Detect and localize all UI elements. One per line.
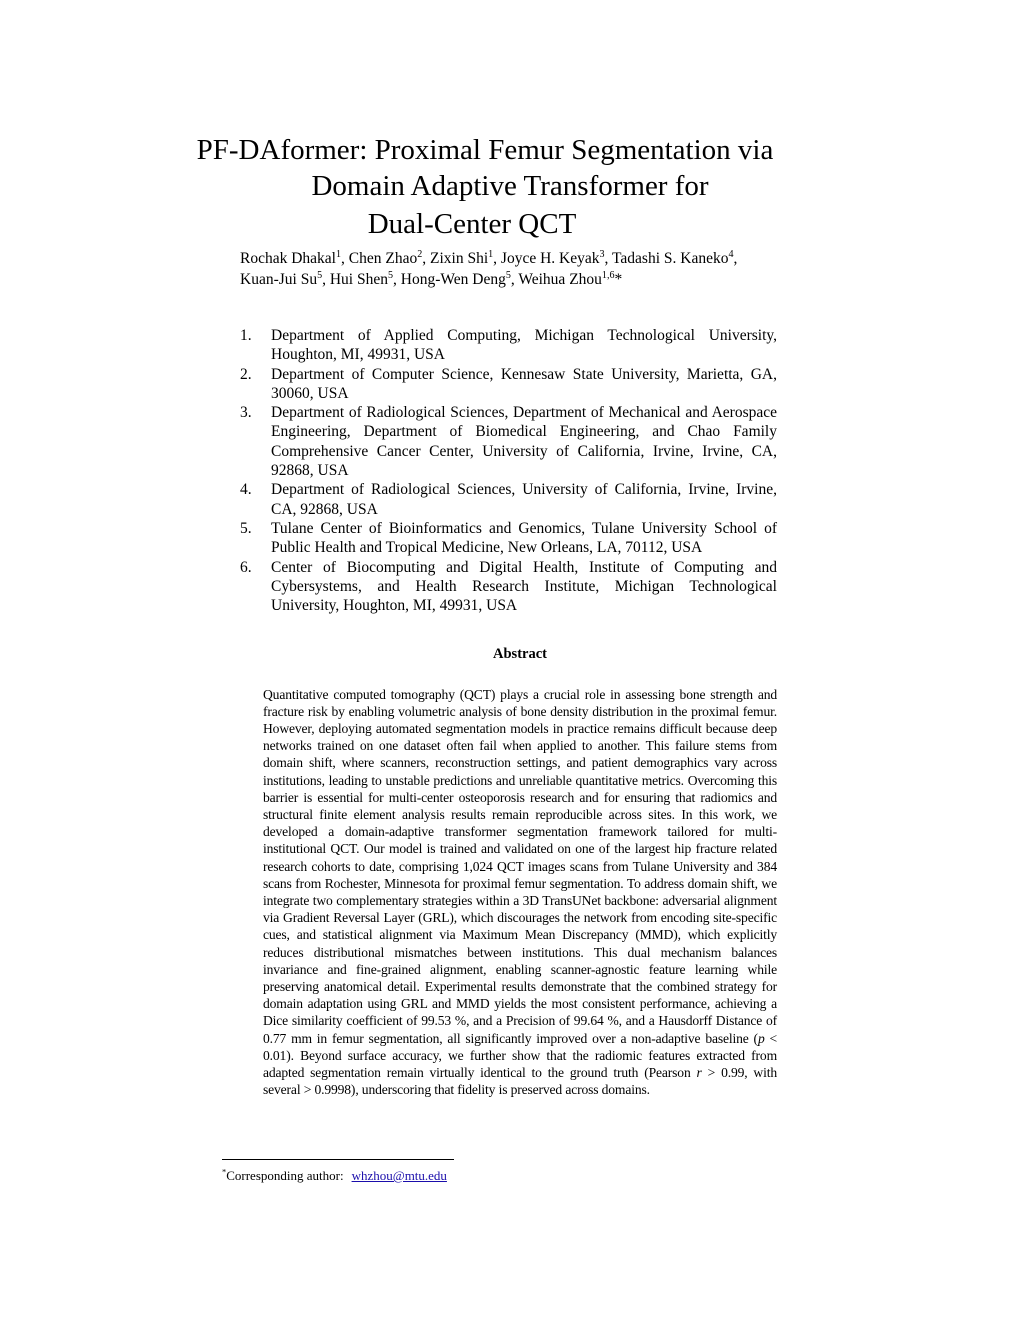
title-line-3: Dual-Center QCT — [367, 208, 577, 240]
affiliation-number: 3. — [240, 404, 252, 422]
affiliation-item — [240, 326, 777, 365]
footnote-label: Corresponding author: — [226, 1168, 344, 1183]
author-name: Hong-Wen Deng — [400, 271, 506, 288]
title-line-1: PF-DAformer: Proximal Femur Segmentation via — [196, 134, 774, 166]
author-affiliation-sup: 5 — [387, 269, 394, 281]
author-line-2: Kuan-Jui Su$^5$, Hui Shen$^5$, Hong-Wen Deng$^5$, Weihua Zhou$^{1,6}$* — [240, 269, 623, 288]
author-name: Rochak Dhakal — [240, 250, 336, 267]
footnote-mark: * — [222, 1166, 227, 1177]
corresponding-author-email-link[interactable]: whzhou@mtu.edu — [351, 1168, 447, 1183]
author-list — [240, 248, 800, 290]
author-name: Tadashi S. Kaneko — [612, 250, 729, 267]
abstract-r-variable: r — [696, 1065, 702, 1081]
paper-title — [160, 132, 860, 242]
author-affiliation-sup: 1,6 — [601, 269, 615, 281]
author-name: Joyce H. Keyak — [500, 250, 600, 267]
affiliation-text: Department of Radiological Sciences, University of California, Irvine, Irvine, CA, 92868, USA — [271, 481, 777, 518]
corresponding-author-mark: * — [614, 271, 623, 288]
affiliation-number: 2. — [240, 365, 252, 383]
affiliation-number: 5. — [240, 519, 252, 537]
affiliation-number: 4. — [240, 481, 252, 499]
affiliation-text: Center of Biocomputing and Digital Health, Institute of Computing and Cybersystems, and Health Research Institute, Michigan Technological University, Houghton, MI, 49931, USA — [271, 558, 777, 615]
author-name: Hui Shen — [329, 271, 388, 288]
affiliation-item — [240, 403, 777, 480]
affiliation-item — [240, 365, 777, 404]
abstract-p-variable: p — [757, 1030, 765, 1046]
title-line-2: Domain Adaptive Transformer for — [311, 170, 709, 202]
author-name: Kuan-Jui Su — [240, 271, 318, 288]
affiliation-item — [240, 519, 777, 558]
author-affiliation-sup: 5 — [505, 269, 511, 281]
author-affiliation-sup: 1 — [335, 248, 342, 260]
affiliation-text: Department of Applied Computing, Michigan Technological University, Houghton, MI, 49931, USA — [271, 327, 777, 364]
abstract-body — [263, 686, 777, 1099]
author-affiliation-sup: 5 — [317, 269, 323, 281]
affiliation-item — [240, 558, 777, 616]
affiliation-number: 1. — [240, 327, 252, 344]
author-affiliation-sup: 2 — [417, 248, 423, 260]
affiliation-text: Tulane Center of Bioinformatics and Genomics, Tulane University School of Public Health and Tropical Medicine, New Orleans, LA, 70112, USA — [271, 519, 777, 557]
abstract-text-part-3: > 0.99, with several > 0.9998), underscoring that fidelity is preserved across domains. — [263, 1065, 777, 1098]
affiliation-item — [240, 480, 777, 519]
corresponding-author-footnote — [222, 1168, 447, 1184]
footnote-divider — [222, 1159, 454, 1160]
abstract-heading: Abstract — [493, 646, 547, 662]
author-affiliation-sup: 1 — [488, 248, 494, 260]
author-line-1: Rochak Dhakal$^1$, Chen Zhao$^2$, Zixin Shi$^1$, Joyce H. Keyak$^3$, Tadashi S. Kaneko$^4$, — [240, 248, 738, 267]
author-name: Weihua Zhou — [518, 271, 602, 288]
affiliation-text: Department of Computer Science, Kennesaw State University, Marietta, GA, 30060, USA — [271, 365, 777, 402]
abstract-text-part-2: < 0.01). Beyond surface accuracy, we further show that the radiomic features extracted from adapted segmentation remain virtually identical to the ground truth (Pearson — [263, 1030, 777, 1081]
abstract-text-part-1: Quantitative computed tomography (QCT) plays a crucial role in assessing bone strength and fracture risk by enabling volumetric analysis of bone density distribution in the proximal femur. However, deploying automated segmentation models in practice remains difficult because deep networks trained on one dataset often fail when applied to another. This failure stems from domain shift, where scanners, reconstruction settings, and patient demographics vary across institutions, leading to unstable predictions and unreliable quantitative metrics. Overcoming this barrier is essential for multi-center osteoporosis research and for ensuring that radiomics and structural finite element analysis results remain reproducible across sites. In this work, we developed a domain-adaptive transformer segmentation framework tailored for multi-institutional QCT. Our model is trained and validated on one of the largest hip fracture related research cohorts to date, comprising 1,024 QCT images scans from Tulane University and 384 scans from Rochester, Minnesota for proximal femur segmentation. To address domain shift, we integrate two complementary strategies within a 3D TransUNet backbone: adversarial alignment via Gradient Reversal Layer (GRL), which discourages the network from encoding site-specific cues, and statistical alignment via Maximum Mean Discrepancy (MMD), which explicitly reduces distributional mismatches between institutions. This dual mechanism balances invariance and fine-grained alignment, enabling scanner-agnostic feature learning while preserving anatomical detail. Experimental results demonstrate that the combined strategy for domain adaptation using GRL and MMD yields the most consistent performance, achieving a Dice similarity coefficient of 99.53 %, and a Precision of 99.64 %, and a Hausdorff Distance of 0.77 mm in femur segmentation, all significantly improved over a non-adaptive baseline ( — [263, 686, 777, 1046]
author-name: Zixin Shi — [430, 250, 489, 267]
author-name: Chen Zhao — [348, 250, 418, 267]
affiliation-list — [240, 326, 777, 615]
affiliation-text: Department of Radiological Sciences, Department of Mechanical and Aerospace Engineering, Department of Biomedical Engineering, and Chao Family Comprehensive Cancer Center, University of California, Irvine, Irvine, CA, 92868, USA — [271, 404, 777, 480]
author-affiliation-sup: 4 — [728, 248, 734, 260]
affiliation-number: 6. — [240, 558, 252, 576]
author-affiliation-sup: 3 — [599, 248, 605, 260]
